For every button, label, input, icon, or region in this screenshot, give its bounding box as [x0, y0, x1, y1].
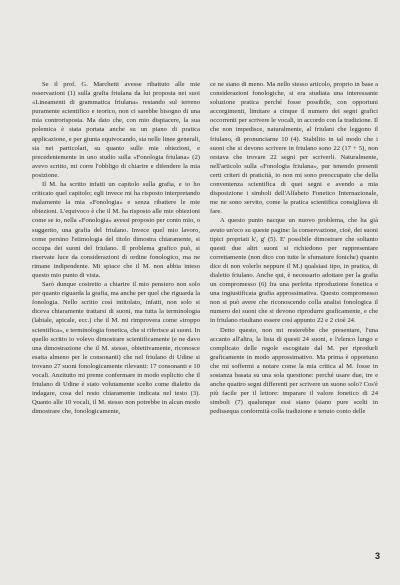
paragraph: Detto questo, non mi resterebbe che presentare, l'una accanto all'altra, la lista di questi 24 suoni, e l'elenco lungo e complicato delle regole escogitate dal M. per riprodurli graficamente in modo approssimativo. Ma prima è opportuno che mi soffermi a notare come la mia critica al M. fosse in sostanza basata su una sola questione: perché usare due, tre e anche quattro segni differenti per scrivere un suono solo? Cos'è più facile per il lettore: imparare il valore fonetico di 24 simboli (7) qualunque essi siano (siano pure scelti in pedissequa conformità colla tradizione e tenuto conto delle — [210, 326, 378, 416]
paragraph: Il M. ha scritto infatti un capitolo sulla grafia, e io ho criticato quel capitolo; egli invece mi ha risposto interpretando malamente la mia «Fonologia» e senza ribattere le mie obiezioni. L'equivoco è che il M. ha risposto alle mie obiezioni come se io, nella «Fonologia» avessi proposto per conto mio, o suggerito, una grafia del friulano. Invece quel mio lavoro, come persino l'etimologia del titolo dimostra chiaramente, si occupa dei suoni del friulano. Il problema grafico può, si riservate luce da considerazioni di ordine fonologico, ma ne rimane indipendente. Mi spiace che il M. non abbia inteso questo mio punto di vista. — [32, 181, 200, 279]
text-columns — [32, 80, 378, 416]
page-number: 3 — [374, 551, 380, 561]
left-column — [32, 80, 200, 416]
paragraph: A questo punto nacque un nuovo problema, che ha già avuto un'eco su queste pagine: la conservazione, cioè, dei suoni tipici propriati k', g' (5). E' possibile dimostrare che soltanto questi due altri suoni si richiedono per rappresentare correttamente (non dico con tutte le sfumature foniche) quanto dice di non volerlo neppure il M.) qualsiasi tipo, in pratica, di dialetto friulano. Anche qui, è necessario adottare per la grafia un compromesso (6) fra una perfetta riproduzione fonetica e una ingiustificata grafia approssimativa. Questo compromesso non si può avere che riconoscendo colla analisi fonologica il numero dei suoni che si devono riprodurre graficamente, e che in friulano risultano essere così appunto 22 e 2 cioè 24. — [210, 217, 378, 325]
paragraph: ce ne siano di meno. Ma nello stesso articolo, proprio in base a considerazioni fonologiche, si era studiata una interessante soluzione pratica perché fosse possibile, con opportuni accorgimenti, limitare a cinque il numero dei segni grafici occorrenti per scrivere le vocali, in accordo con la tradizione. Il che non impedisce, naturalmente, al friulani che leggono il friulano, di pronunciarne 10 (4). Stabilito in tal modo che i suoni che si devono scrivere in friulano sono 22 (17 + 5), non restava che trovare 22 segni per scriverli. Naturalmente, nell'articolo sulla «Fonologia friulana», pur tenendo presenti certi criteri di praticità, io non mi sono preoccupato che della convenienza scientifica di quei segni e avendo a mia disposizione i simboli dell'Alfabeto Fonetico Internazionale, me ne sono servito, come la pratica scientifica consigliava di fare. — [210, 81, 378, 216]
paragraph: Se il prof. G. Marchetti avesse ribattuto alle mie osservazioni (1) sulla grafia friulana da lui proposta nei suoi «Lineamenti di grammatica friulana» restando sul terreno puramente scientifico e teorico, non ci sarebbe bisogno di una mia controrisposta. Ma dato che, con mio dispiacere, la sua polemica è stata portata anche su un piano di pratica applicazione, e per giunta equivocando, sia nelle linee generali, sia nei particolari, su quanto sulle mie obiezioni, e precedentemente in uno studio sulla «Fonologia friulana» (2) avevo scritto, mi corre l'obbligo di chiarire e difendere la mia posizione. — [32, 81, 200, 179]
paragraph: Sarò dunque costretto a chiarire il mio pensiero non solo per quanto riguarda la grafia, ma anche per quel che riguarda la fonologia. Nello scritto così intitolato, infatti, non solo si diceva chiaramente trattarsi di suoni, ma tutta la terminologia (labiale, apicale, ecc.) che il M. mi rimprovera come «troppo scientifica», e terminologia fonetica, che si riferisce ai suoni. In quello scritto io volevo dimostrare scientificamente (e ne davo una dimostrazione che il M. stesso, obiettivamente, riconosce esatta almeno per le consonanti) che nel friulano di Udine si trovano 27 suoni fonologicamente rilevanti: 17 consonanti e 10 vocali. Anzitutto mi preme confermare in modo esplicito che il friulano di Udine è stato volutamente scelto come dialetto da indagare, cosa del resto chiaramente indicata nel testo (3). Quanto alle 10 vocali, il M. stesso non potrebbe in alcun modo dimostrare che, fonologicamente, — [32, 281, 200, 416]
right-column — [210, 80, 378, 416]
